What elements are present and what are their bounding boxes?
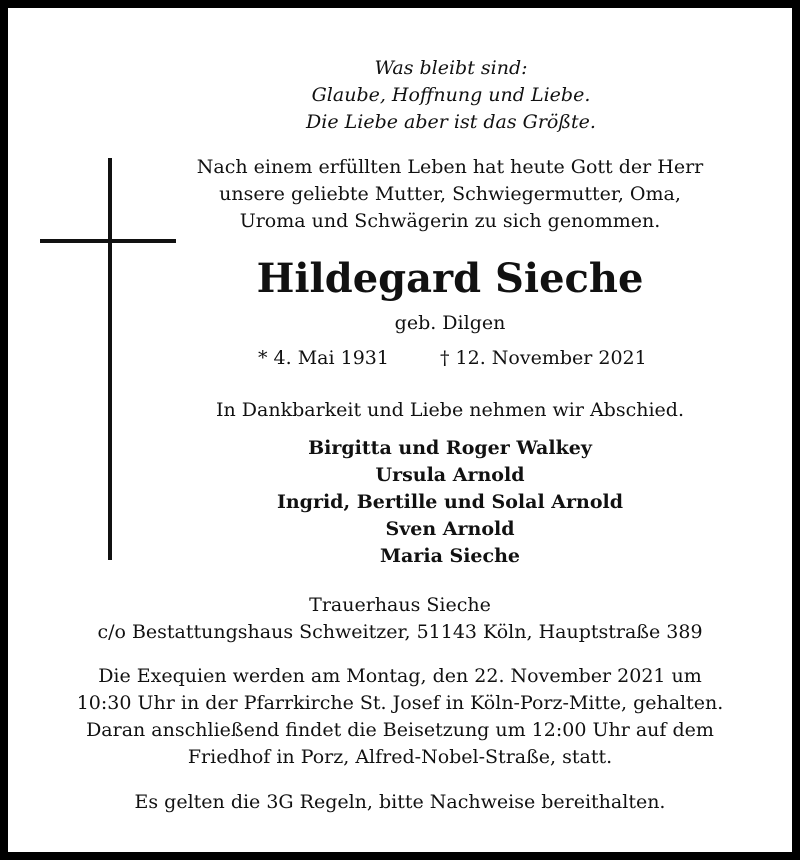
service-line: Die Exequien werden am Montag, den 22. November 2021 um: [98, 665, 702, 687]
motto-line: Glaube, Hoffnung und Liebe.: [311, 84, 591, 106]
intro-line: Nach einem erfüllten Leben hat heute Gott der Herr: [196, 156, 704, 178]
farewell-line: In Dankbarkeit und Liebe nehmen wir Abschied.: [216, 399, 684, 421]
service-line: Friedhof in Porz, Alfred-Nobel-Straße, statt.: [187, 746, 613, 768]
death-date: † 12. November 2021: [440, 347, 647, 369]
intro-line: Uroma und Schwägerin zu sich genommen.: [239, 210, 661, 232]
address-line: c/o Bestattungshaus Schweitzer, 51143 Köln, Hauptstraße 389: [97, 621, 703, 643]
mourner-name: Ingrid, Bertille und Solal Arnold: [276, 491, 624, 513]
intro-line: unsere geliebte Mutter, Schwiegermutter, Oma,: [219, 183, 681, 205]
mourner-name: Sven Arnold: [385, 518, 515, 540]
notice-line: Es gelten die 3G Regeln, bitte Nachweise bereithalten.: [134, 791, 666, 813]
obituary-card: [8, 8, 792, 852]
maiden-name: geb. Dilgen: [394, 312, 506, 334]
cross-icon: [108, 158, 112, 560]
mourner-name: Maria Sieche: [380, 545, 520, 567]
motto-line: Was bleibt sind:: [374, 57, 528, 79]
service-line: Daran anschließend findet die Beisetzung um 12:00 Uhr auf dem: [86, 719, 714, 741]
address-line: Trauerhaus Sieche: [309, 594, 491, 616]
mourner-name: Birgitta und Roger Walkey: [308, 437, 592, 459]
birth-date: * 4. Mai 1931: [258, 347, 389, 369]
service-line: 10:30 Uhr in der Pfarrkirche St. Josef in Köln-Porz-Mitte, gehalten.: [76, 692, 724, 714]
cross-icon-crossbar: [40, 239, 176, 243]
mourner-name: Ursula Arnold: [375, 464, 525, 486]
deceased-name: Hildegard Sieche: [256, 255, 644, 302]
motto-line: Die Liebe aber ist das Größte.: [306, 111, 596, 133]
